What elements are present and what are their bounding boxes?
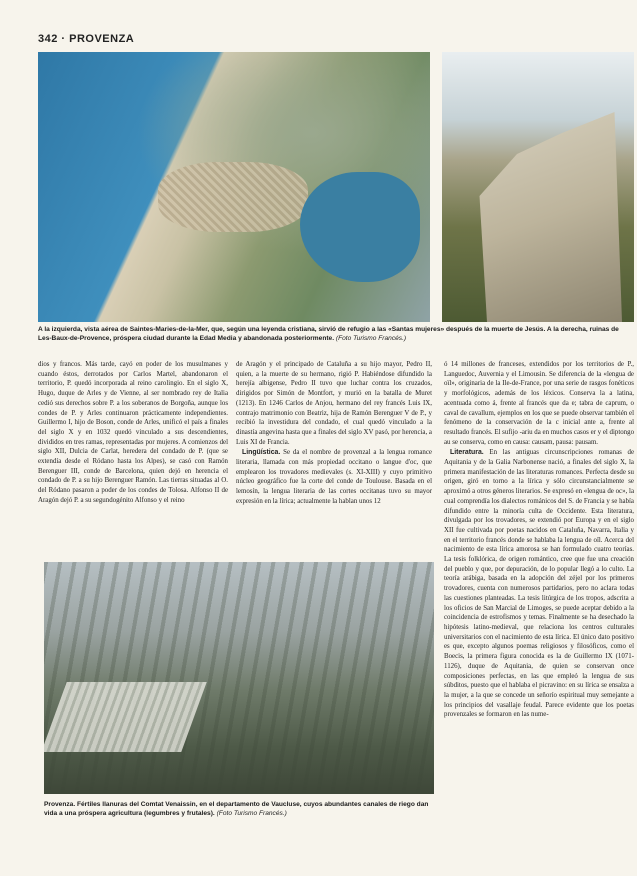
section-heading-literatura: Literatura. xyxy=(450,449,484,457)
caption-top xyxy=(38,325,634,343)
col3-paragraph-2 xyxy=(444,448,634,720)
section-heading-linguistica: Lingüística. xyxy=(242,449,281,457)
col2-paragraph-1: de Aragón y el principado de Cataluña a su hijo mayor, Pedro II, quien, a la muerte de su hermano, rigió P. Habiéndose difundido la herejía albigense, Pedro II tuvo que luchar contra los cruzados, dirigidos por Simón de Montfort, y murió en la batalla de Muret (1213). En 1246 Carlos de Anjou, hermano del rey francés Luis IX, contrajo matrimonio con Beatriz, hija de Ramón Berenguer V de P., y recibió la investidura del condado, el cual quedó vinculado a la dinastía angevina hasta que a finales del siglo XV pasó, por herencia, a Luis XI de Francia. xyxy=(236,361,432,446)
col3-paragraph-2-body: En las antiguas circunscripciones romanas de Aquitania y de la Galia Narbonense nació, a finales del siglo X, la primera manifestación de las literaturas romances. Perfecta desde su origen, giró en torno a la lírica y sólo circunstancialmente se aproximó a otros géneros literarios. Se expresó en «lengua de oc», la cual comprendía los dialectos románicos del S. de Francia y se había difundido entre la minoría culta de Occidente. Esta literatura, divulgada por los trovadores, se extendió por Europa y en el siglo XII fue cultivada por poetas nacidos en Cataluña, Navarra, Italia y en el territorio francés donde se hablaba la lengua de oïl. Acerca del nacimiento de esta lírica amorosa se han formulado cuatro teorías. La tesis folklórica, de origen romántico, cree que fue una creación del pueblo y que, por depuración, de lo popular llegó a lo culto. La teoría arábiga, basada en la adopción del zéjel por los primeros trovadores, cuenta con numerosos partidarios, pero no aclara todas las cuestiones planteadas. La tesis litúrgica de los tropos, adscrita a los oficios de San Marcial de Limoges, se puede aceptar debido a la coincidencia de estrofismos y temas. Finalmente se ha desechado la hipótesis latino-medieval, que relaciona los centros culturales universitarios con el nacimiento de esta lírica. El único dato positivo es que, excepto algunos poemas religiosos y filosóficos, como el Boecis, la primera figura conocida es la de Guillermo IX (1071-1126), duque de Aquitania, de quien se conservan once composiciones perfectas, en las que empleó la lengua de sus súbditos, puesto que el hablaba el picravino: en su lírica se ensalza a la mujer, a la que se concede un señorío espiritual muy semejante a los principios del vasallaje feudal. Parece evidente que los poetas provenzales se formaron en las nume- xyxy=(444,449,634,719)
aerial-photo xyxy=(38,52,430,322)
text-column-1 xyxy=(38,360,228,507)
fields-photo xyxy=(44,562,434,794)
lagoon-shape xyxy=(300,172,420,282)
col1-paragraph: dios y francos. Más tarde, cayó en poder de los musulmanes y cuando éstos, derrotados por Carlos Martel, abandonaron el territorio, P. quedó incorporada al reino carolingio. En el siglo X, Hugo, duque de Arles y de Vienne, al ser nombrado rey de Italia cedió sus derechos sobre P. a los soberanos de Borgoña, aunque los condes de P. y Arles continuaron prácticamente independientes. Guillermo I, hijo de Boson, conde de Arles, unificó el país a finales del siglo X y en 1032 quedó vinculado a sus descendientes, divididos en tres ramas, representadas por mujeres. A comienzos del siglo XII, Dulcia de Carlat, heredera del condado de P. (que se extendía desde el Ródano hasta los Alpes), se casó con Ramón Berenguer III, conde de Barcelona, quien dejó en herencia el condado de P. a su hijo Berenguer Ramón. Las tierras situadas al O. del Ródano pasaron a poder de los condes de Tolosa. Alfonso II de Aragón dejó P. a su segundogénito Alfonso y el reino xyxy=(38,361,228,504)
caption-bottom-text: Provenza. Fértiles llanuras del Comtat Venaissin, en el departamento de Vaucluse, cuyos abundantes canales de riego dan vida a una próspera agricultura (legumbres y frutales). xyxy=(44,801,429,817)
caption-top-text: A la izquierda, vista aérea de Saintes-Maries-de-la-Mer, que, según una leyenda cristiana, sirvió de refugio a las «Santas mujeres» después de la muerte de Jesús. A la derecha, ruinas de Les-Baux-de-Provence, próspera ciudad durante la Edad Media y abandonada posteriormente. xyxy=(38,326,619,342)
col2-paragraph-2 xyxy=(236,448,432,506)
caption-bottom xyxy=(44,800,436,818)
text-column-3 xyxy=(444,360,634,721)
page-header: 342 · PROVENZA xyxy=(38,33,135,45)
col2-paragraph-2-body: Se da el nombre de provenzal a la lengua romance literaria, llamada con más propiedad occitano o langue d'oc, que emplearon los trovadores medievales (s. XI-XIII) y cuyo primitivo núcleo geográfico fue la corte del conde de Toulouse. Basada en el lemosín, la lengua literaria de las cortes occitanas tuvo su mayor expresión en la lírica; actualmente la hablan unos 12 xyxy=(236,449,432,505)
town-shape xyxy=(158,162,308,232)
col3-paragraph-1: ó 14 millones de franceses, extendidos por los territorios de P., Languedoc, Auvernia y el Limousin. Se diferencia de la «lengua de oïl», originaria de la Ile-de-France, por una serie de rasgos fonéticos y morfológicos, además de los léxicos. Conserva la a latina, acentuada como á, frente al francés que da e; tabra de caprum, o caval de cavallum, ejemplos en los que se puede observar también el fenómeno de la conservación de la c inicial ante a, frente al resultado francés. El sufijo -ariu da en muchos casos er y el diptongo au se conserva, como en causa: causam, pausa: pausam. xyxy=(444,361,635,446)
caption-bottom-credit: (Foto Turismo Francés.) xyxy=(216,810,287,817)
greenhouses-shape xyxy=(44,682,207,752)
text-column-2 xyxy=(236,360,432,508)
rock-shape xyxy=(472,112,622,322)
ruins-photo xyxy=(442,52,634,322)
caption-top-credit: (Foto Turismo Francés.) xyxy=(335,335,407,342)
